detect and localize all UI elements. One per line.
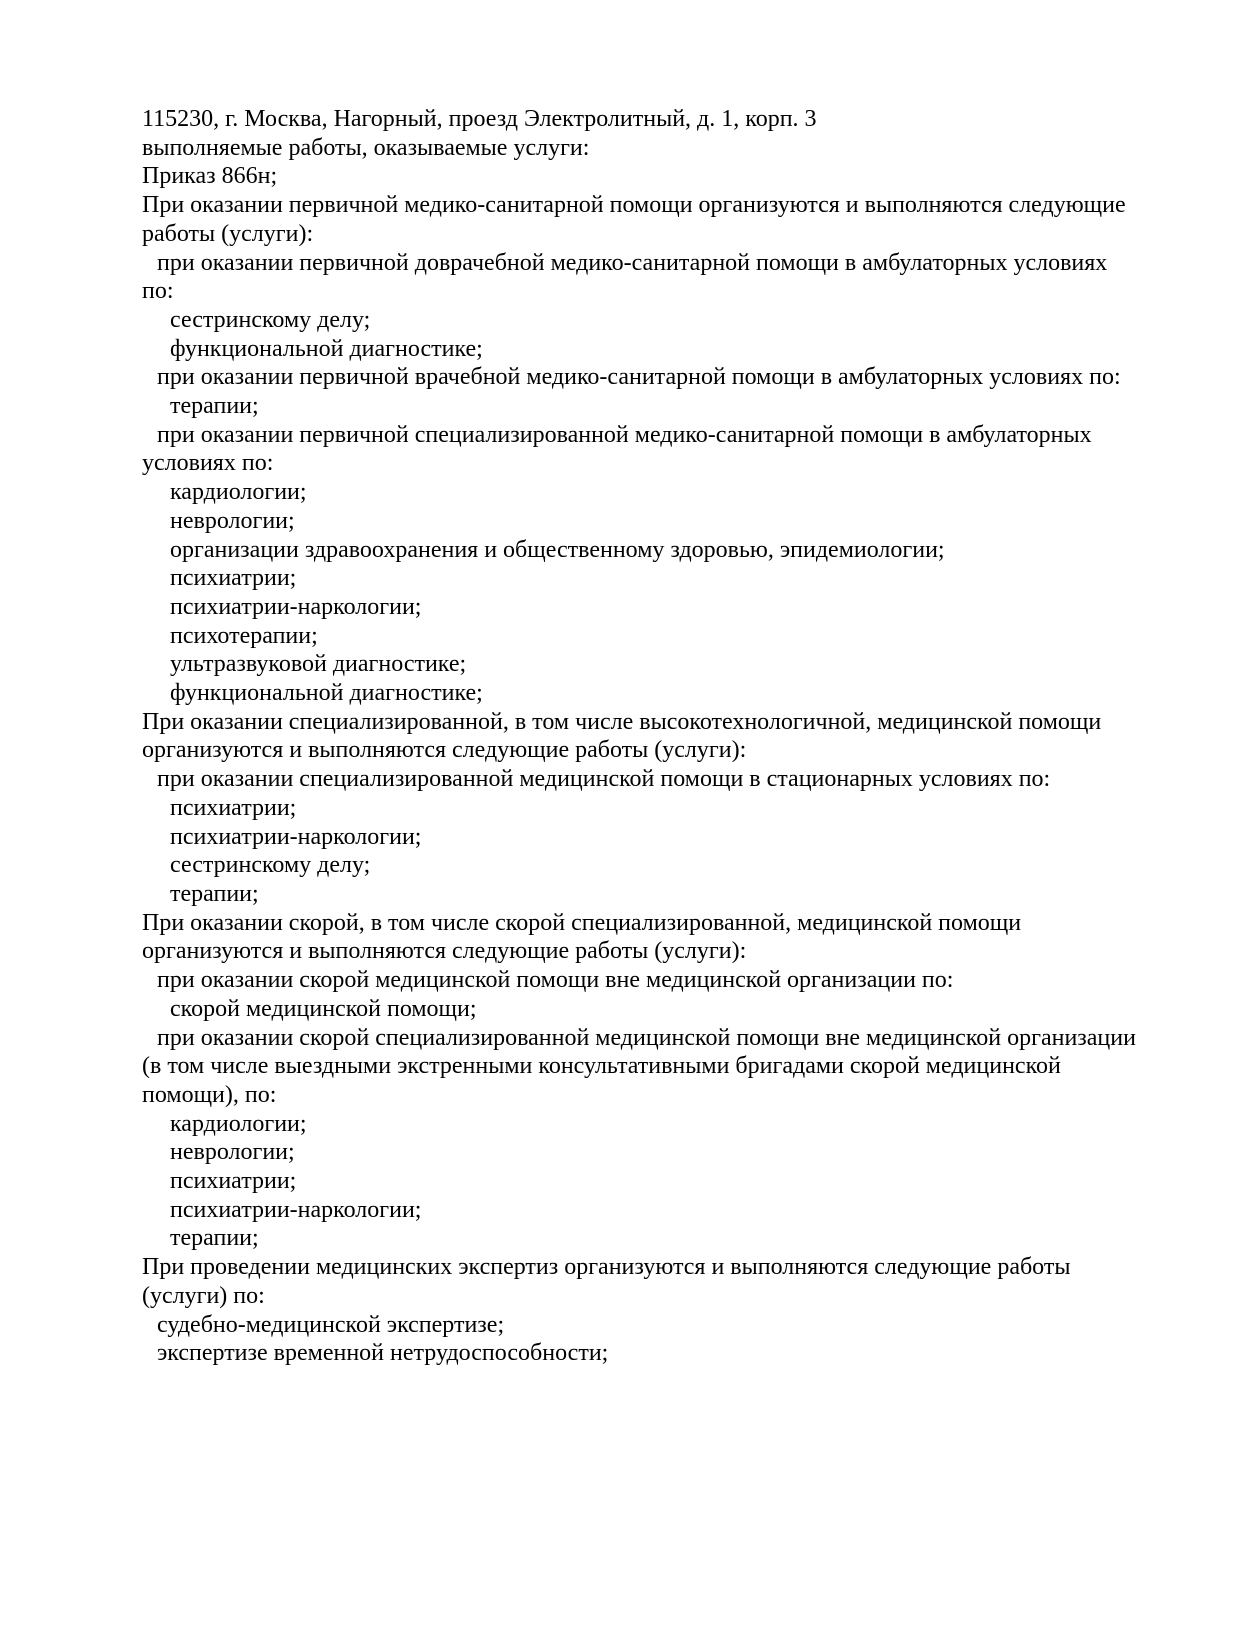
document-line: неврологии; — [170, 507, 295, 534]
document-line: функциональной диагностике; — [170, 335, 483, 362]
document-line: психиатрии; — [170, 1168, 297, 1195]
document-line: судебно-медицинской экспертизе; — [157, 1311, 505, 1338]
document-line: При проведении медицинских экспертиз организуются и выполняются следующие работы — [142, 1254, 1071, 1281]
document-line: организации здравоохранения и общественному здоровью, эпидемиологии; — [170, 536, 945, 563]
document-line: психиатрии-наркологии; — [170, 593, 422, 620]
document-line: при оказании скорой медицинской помощи вне медицинской организации по: — [157, 967, 954, 994]
document-line: ультразвуковой диагностике; — [170, 651, 467, 678]
document-line: терапии; — [170, 1225, 259, 1252]
document-line: скорой медицинской помощи; — [170, 995, 477, 1022]
document-line: при оказании скорой специализированной медицинской помощи вне медицинской организации — [157, 1024, 1136, 1051]
document-line: (услуги) по: — [142, 1282, 265, 1309]
document-body — [142, 105, 1136, 1368]
document-line: (в том числе выездными экстренными консультативными бригадами скорой медицинской — [142, 1053, 1061, 1080]
document-line: психотерапии; — [170, 622, 318, 649]
document-line: выполняемые работы, оказываемые услуги: — [142, 134, 590, 161]
document-line: При оказании скорой, в том числе скорой специализированной, медицинской помощи — [142, 909, 1022, 936]
document-line: организуются и выполняются следующие работы (услуги): — [142, 938, 747, 965]
document-line: кардиологии; — [170, 479, 307, 506]
document-line: психиатрии-наркологии; — [170, 823, 422, 850]
document-line: функциональной диагностике; — [170, 680, 483, 707]
document-line: сестринскому делу; — [170, 306, 371, 333]
document-line: по: — [142, 278, 174, 305]
document-line: психиатрии; — [170, 794, 297, 821]
document-line: работы (услуги): — [142, 220, 314, 247]
document-line: Приказ 866н; — [142, 163, 278, 190]
document-line: кардиологии; — [170, 1110, 307, 1137]
document-line: терапии; — [170, 880, 259, 907]
document-line: психиатрии; — [170, 565, 297, 592]
document-line: при оказании первичной специализированной медико-санитарной помощи в амбулаторных — [157, 421, 1092, 448]
document-line: условиях по: — [142, 450, 274, 477]
document-line: при оказании первичной доврачебной медико-санитарной помощи в амбулаторных условиях — [157, 249, 1108, 276]
document-line: сестринскому делу; — [170, 852, 371, 879]
document-line: психиатрии-наркологии; — [170, 1196, 422, 1223]
document-line: 115230, г. Москва, Нагорный, проезд Электролитный, д. 1, корп. 3 — [142, 106, 817, 132]
document-line: помощи), по: — [142, 1081, 277, 1108]
document-line: экспертизе временной нетрудоспособности; — [157, 1340, 609, 1367]
document-line: организуются и выполняются следующие работы (услуги): — [142, 737, 747, 764]
document-line: При оказании первичной медико-санитарной помощи организуются и выполняются следующие — [142, 192, 1126, 219]
document-line: При оказании специализированной, в том числе высокотехнологичной, медицинской помощи — [142, 708, 1102, 735]
document-line: при оказании первичной врачебной медико-санитарной помощи в амбулаторных условиях по: — [157, 364, 1121, 391]
document-line: при оказании специализированной медицинской помощи в стационарных условиях по: — [157, 766, 1051, 793]
document-line: терапии; — [170, 393, 259, 420]
document-line: неврологии; — [170, 1139, 295, 1166]
